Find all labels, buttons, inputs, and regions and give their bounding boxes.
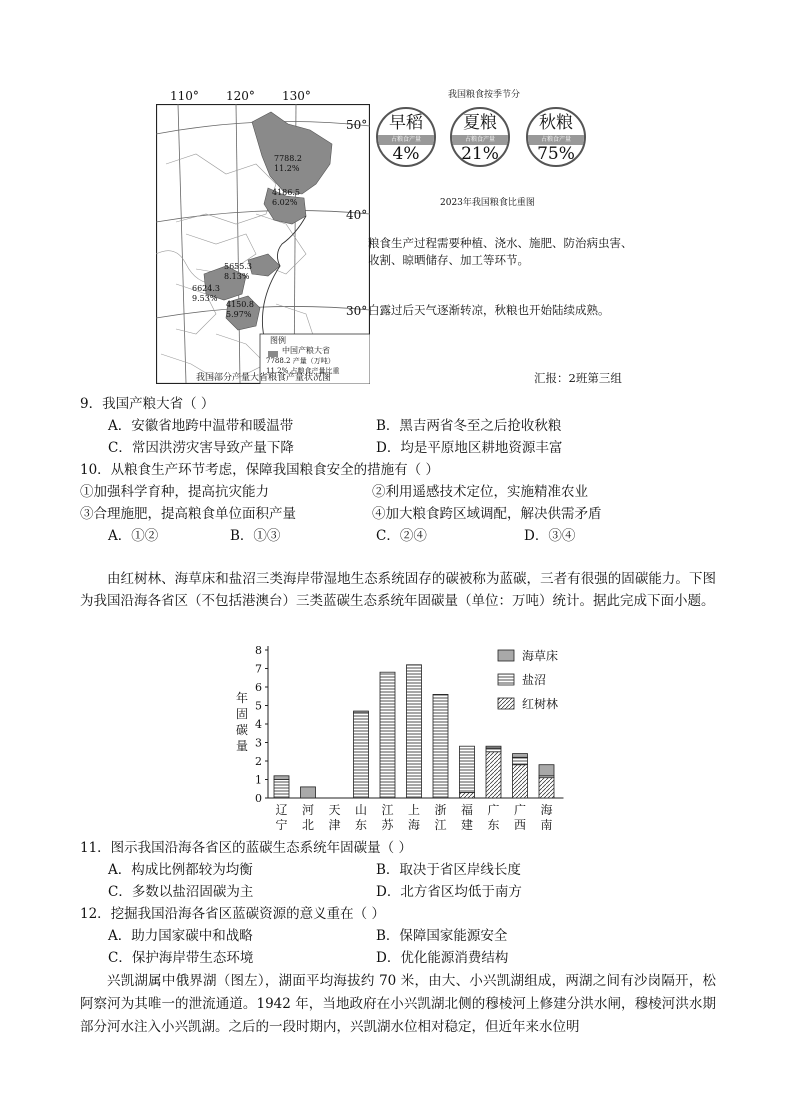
x-tick-label: 上 (407, 803, 421, 817)
q9-option-b[interactable]: B．黑吉两省冬至之后抢收秋粮 (376, 418, 562, 434)
x-tick-label: 天 (328, 803, 341, 817)
lat-label-30: 30° (346, 304, 368, 318)
x-tick-label: 辽 (275, 803, 288, 817)
lat-label-50: 50° (346, 118, 368, 132)
bar-盐沼 (407, 665, 422, 798)
province-pct-anhui: 5.97% (226, 310, 252, 319)
q9-option-c[interactable]: C．常因洪涝灾害导致产量下降 (108, 440, 294, 456)
province-pct-henan: 9.53% (192, 294, 218, 303)
x-tick-label: 津 (328, 818, 341, 832)
q10-option-c[interactable]: C．②④ (376, 528, 427, 544)
legend-swatch (498, 650, 514, 661)
chart-ylabel: 年固碳量 (236, 691, 249, 753)
legend-swatch (498, 698, 514, 709)
province-value-jilin: 4186.5 (272, 188, 300, 197)
bar-红树林 (513, 765, 528, 798)
note-process-line1: 粮食生产过程需要种植、浇水、施肥、防治病虫害、 (368, 236, 633, 250)
season-name: 夏粮 (463, 113, 497, 133)
bar-海草床 (513, 754, 528, 758)
bar-海草床 (274, 776, 289, 780)
legend-label: 红树林 (522, 697, 559, 711)
legend-label: 盐沼 (522, 673, 547, 687)
x-tick-label: 江 (434, 818, 447, 832)
q11-option-c[interactable]: C．多数以盐沼固碳为主 (108, 884, 254, 900)
x-tick-label: 东 (354, 818, 368, 832)
y-tick-label: 1 (255, 773, 262, 787)
q10-statement-3: ③合理施肥，提高粮食单位面积产量 (80, 506, 296, 522)
x-tick-label: 海 (540, 803, 553, 817)
province-value-heilongjiang: 7788.2 (274, 154, 302, 163)
x-tick-label: 南 (540, 818, 553, 832)
map-legend-item: 中国产粮大省 (282, 346, 330, 355)
province-pct-jilin: 6.02% (272, 198, 298, 207)
legend-swatch (498, 674, 514, 685)
q9-option-d[interactable]: D．均是平原地区耕地资源丰富 (376, 440, 563, 456)
y-tick-label: 7 (255, 662, 262, 676)
y-tick-label: 0 (255, 792, 262, 805)
bar-海草床 (301, 787, 316, 798)
bar-盐沼 (460, 746, 475, 792)
q11-option-a[interactable]: A．构成比例都较为均衡 (108, 862, 253, 878)
y-tick-label: 4 (255, 718, 262, 731)
x-tick-label: 山 (354, 803, 368, 817)
q10-statement-2: ②利用遥感技术定位，实施精准农业 (372, 484, 588, 500)
q11-option-b[interactable]: B．取决于省区岸线长度 (376, 862, 521, 878)
xingkai-lake-paragraph: 兴凯湖属中俄界湖（图左），湖面平均海拔约 70 米，由大、小兴凯湖组成，两湖之间有沙岗隔开，松阿察河为其唯一的泄流通道。1942 年，当地政府在小兴凯湖北侧的穆棱河上修建分洪水闸，穆棱河洪水期部分河水注入小兴凯湖。之后的一段时期内，兴凯湖水位相对稳定，但近年来水位明 (80, 973, 716, 1035)
bar-红树林 (539, 778, 554, 798)
q12-option-d[interactable]: D．优化能源消费结构 (376, 950, 509, 966)
map-figure (156, 89, 370, 384)
q12-option-b[interactable]: B．保障国家能源安全 (376, 928, 508, 944)
bar-红树林 (460, 792, 475, 798)
x-tick-label: 广 (513, 803, 527, 817)
bar-红树林 (486, 752, 501, 798)
season-band: 占粮食产量 (528, 135, 584, 145)
season-caption: 2023年我国粮食比重图 (440, 198, 535, 208)
x-tick-label: 福 (460, 803, 474, 817)
season-title: 我国粮食按季节分 (448, 90, 521, 100)
q9-stem: 9．我国产粮大省（ ） (80, 396, 215, 412)
y-tick-label: 5 (255, 699, 262, 713)
y-tick-label: 6 (255, 681, 262, 694)
map-legend-line1: 7788.2 产量（万吨） (266, 357, 335, 365)
q10-stem: 10．从粮食生产环节考虑，保障我国粮食安全的措施有（ ） (80, 462, 439, 478)
note-bailu: 白露过后天气逐渐转凉，秋粮也开始陆续成熟。 (368, 303, 610, 317)
bar-盐沼 (486, 748, 501, 752)
province-pct-heilongjiang: 11.2% (274, 164, 300, 173)
x-tick-label: 苏 (381, 818, 394, 832)
q12-option-a[interactable]: A．助力国家碳中和战略 (108, 928, 253, 944)
q10-option-a[interactable]: A．①② (108, 528, 159, 544)
bar-海草床 (486, 746, 501, 748)
bar-盐沼 (274, 780, 289, 799)
q11-option-d[interactable]: D．北方省区均低于南方 (376, 884, 522, 900)
season-name: 秋粮 (539, 113, 573, 133)
y-tick-label: 3 (255, 736, 262, 750)
q12-option-c[interactable]: C．保护海岸带生态环境 (108, 950, 254, 966)
province-pct-shandong: 8.13% (224, 272, 250, 281)
q10-statement-4: ④加大粮食跨区域调配，解决供需矛盾 (372, 506, 602, 522)
season-pct: 75% (537, 144, 575, 164)
note-process-line2: 收割、晾晒储存、加工等环节。 (368, 253, 529, 267)
season-pct: 21% (461, 144, 499, 164)
map-legend-line2: 11.2% 占粮食产量比重 (266, 367, 340, 375)
season-band: 占粮食产量 (378, 135, 434, 145)
q11-stem: 11．图示我国沿海各省区的蓝碳生态系统年固碳量（ ） (80, 840, 412, 856)
season-name: 早稻 (389, 113, 423, 133)
legend-label: 海草床 (522, 649, 559, 663)
province-value-henan: 6624.3 (192, 284, 220, 293)
lon-label-130: 130° (282, 89, 311, 103)
season-circle-autumn-grain (526, 107, 586, 167)
x-tick-label: 海 (407, 818, 421, 832)
map-caption: 我国部分产量大省粮食产量状况图 (196, 373, 332, 383)
lon-label-110: 110° (170, 89, 199, 103)
bar-盐沼 (380, 672, 395, 798)
province-value-anhui: 4150.8 (226, 300, 254, 309)
province-value-shandong: 5655.3 (224, 262, 252, 271)
lon-label-120: 120° (226, 89, 255, 103)
y-tick-label: 2 (255, 755, 262, 768)
x-tick-label: 东 (487, 818, 500, 832)
x-tick-label: 浙 (434, 803, 447, 817)
q10-option-b[interactable]: B．①③ (230, 528, 281, 544)
x-tick-label: 建 (460, 818, 474, 832)
bar-盐沼 (513, 757, 528, 764)
season-pct: 4% (392, 144, 420, 164)
bar-海草床 (354, 711, 369, 713)
x-tick-label: 西 (513, 818, 527, 832)
lat-label-40: 40° (346, 208, 368, 222)
season-circle-early-rice (376, 107, 436, 167)
q10-statement-1: ①加强科学育种，提高抗灾能力 (80, 484, 269, 500)
report-label: 汇报：2班第三组 (534, 371, 622, 385)
q10-option-d[interactable]: D．③④ (524, 528, 576, 544)
blue-carbon-bar-chart (250, 640, 580, 835)
q12-stem: 12．挖掘我国沿海各省区蓝碳资源的意义重在（ ） (80, 906, 385, 922)
x-tick-label: 宁 (275, 818, 288, 832)
x-tick-label: 北 (301, 818, 315, 832)
x-tick-label: 河 (301, 803, 315, 817)
blue-carbon-intro: 由红树林、海草床和盐沼三类海岸带湿地生态系统固存的碳被称为蓝碳，三者有很强的固碳能力。下图为我国沿海各省区（不包括港澳台）三类蓝碳生态系统年固碳量（单位：万吨）统计。据此完成下面小题。 (80, 571, 716, 609)
x-tick-label: 江 (381, 803, 394, 817)
bar-盐沼 (433, 694, 448, 798)
bar-海草床 (539, 765, 554, 776)
season-band: 占粮食产量 (452, 135, 508, 145)
x-tick-label: 广 (487, 803, 500, 817)
map-legend-title: 图例 (270, 336, 286, 345)
season-circle-summer-grain (450, 107, 510, 167)
bar-盐沼 (354, 713, 369, 798)
y-tick-label: 8 (255, 644, 262, 657)
q9-option-a[interactable]: A．安徽省地跨中温带和暖温带 (108, 418, 294, 434)
